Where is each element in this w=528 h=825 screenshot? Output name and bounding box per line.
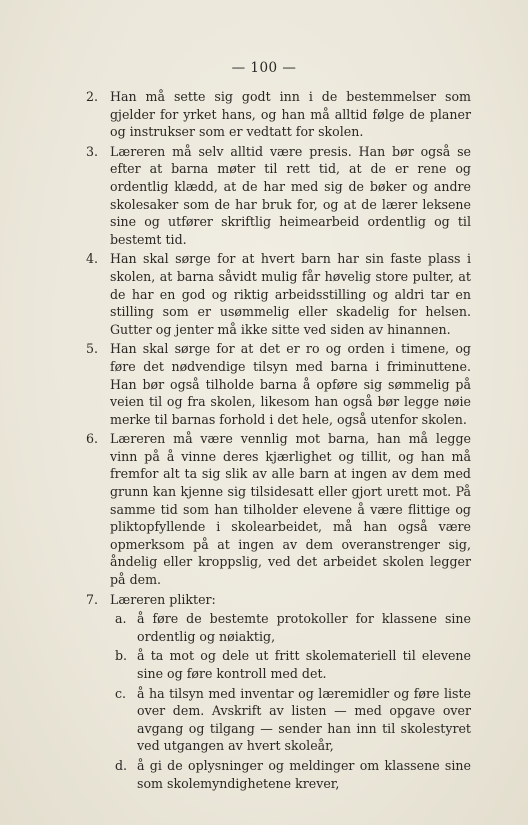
sub-list-item [110, 685, 471, 755]
page-number: — 100 — [231, 60, 297, 76]
item-text: Han skal sørge for at det er ro og orden i timene, og føre det nødvendige tilsyn med barna i friminuttene. Han bør også tilholde barna å opføre sig sømmelig på veien til og fra skolen, likesom han også bør legge nøie merke til barnas forhold i det hele, også utenfor skolen. [110, 341, 471, 427]
list-item [86, 430, 471, 588]
sub-item-letter: d. [115, 757, 128, 773]
sub-item-letter: c. [115, 685, 127, 701]
item-number: 2. [86, 89, 99, 104]
item-number: 4. [86, 251, 99, 267]
sub-item-text: å føre de bestemte protokoller for klassene sine ordentlig og nøiaktig, [137, 611, 471, 644]
sub-item-text: å ta mot og dele ut fritt skolemateriell til elevene sine og føre kontroll med det. [137, 648, 471, 681]
item-number: 3. [86, 143, 99, 159]
item-number: 7. [86, 591, 99, 607]
sub-list-item [110, 610, 471, 645]
numbered-rules-list [86, 88, 471, 794]
sub-item-text: å gi de oplysninger og meldinger om klassene sine som skolemyndighetene krever, [137, 757, 471, 791]
sub-list [110, 610, 471, 792]
sub-list-item [110, 647, 471, 682]
item-text: Læreren må selv alltid være presis. Han bør også se efter at barna møter til rett tid, at de er rene og ordentlig klædd, at de har med sig de bøker og andre skolesaker som de har bruk for, og at de lærer leksene sine og utfører skriftlig heimearbeid ordentlig og til bestemt tid. [110, 143, 471, 247]
item-text: Læreren må være vennlig mot barna, han må legge vinn på å vinne deres kjærlighet og tillit, og han må fremfor alt ta sig slik av alle barn at ingen av dem med grunn kan kjenne sig tilsidesatt eller gjort urett mot. På samme tid som han tilholder elevene å være flittige og pliktopfyllende i skolearbeidet, må han også være opmerksom på at ingen av dem overanstrenger sig, åndelig eller kroppslig, ved det arbeidet skolen legger på dem. [110, 431, 471, 588]
sub-item-text: å ha tilsyn med inventar og læremidler og føre liste over dem. Avskrift av listen — med opgave over avgang og tilgang — sender han inn til skolestyret ved utgangen av hvert skoleår, [137, 685, 471, 754]
item-number: 6. [86, 431, 99, 447]
sub-list-item [110, 757, 471, 792]
item-number: 5. [86, 341, 99, 357]
list-item [86, 250, 471, 338]
sub-item-letter: b. [115, 648, 128, 664]
list-item [86, 591, 471, 793]
list-item [86, 143, 471, 249]
list-item [86, 88, 471, 141]
item-text: Han skal sørge for at hvert barn har sin faste plass i skolen, at barna såvidt mulig får høvelig store pulter, at de har en god og riktig arbeidsstilling og aldri tar en stilling som er usømmelig eller skadelig for helsen. Gutter og jenter må ikke sitte ved siden av hinannen. [110, 251, 471, 337]
sub-item-letter: a. [115, 611, 127, 627]
list-item [86, 340, 471, 428]
item-text: Læreren plikter: [110, 591, 216, 607]
item-text: Han må sette sig godt inn i de bestemmelser som gjelder for yrket hans, og han må alltid følge de planer og instrukser som er vedtatt for skolen. [110, 89, 471, 140]
